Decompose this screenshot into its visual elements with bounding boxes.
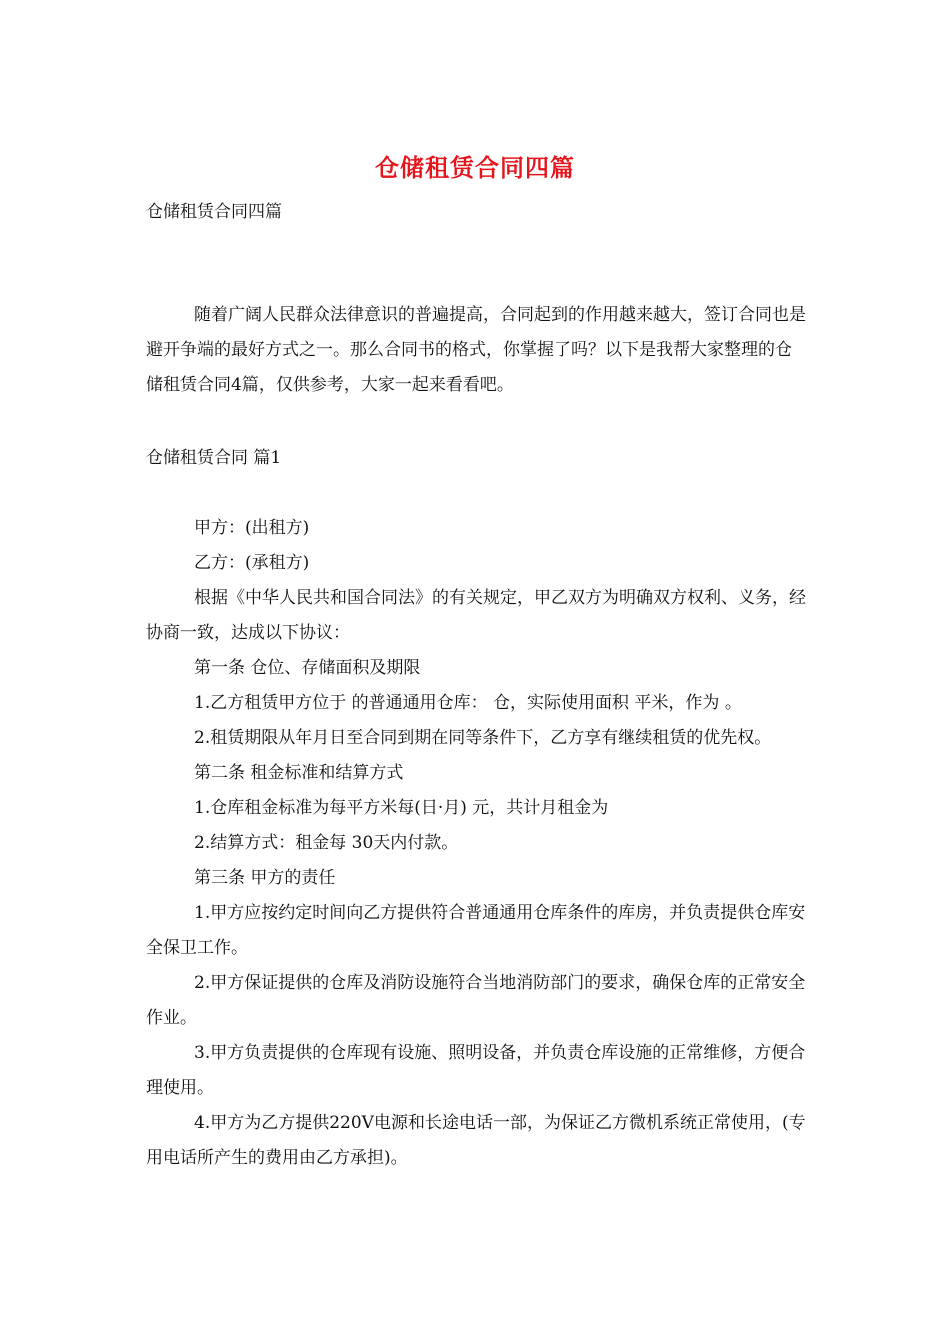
contract-paragraph: 1.乙方租赁甲方位于 的普通通用仓库： 仓，实际使用面积 平米，作为 。	[194, 693, 742, 713]
document-subtitle: 仓储租赁合同四篇	[146, 202, 282, 222]
intro-block	[146, 298, 806, 403]
contract-paragraph: 根据《中华人民共和国合同法》的有关规定，甲乙双方为明确双方权利、义务，经协商一致，达成以下协议：	[146, 588, 806, 643]
contract-paragraph: 4.甲方为乙方提供220V电源和长途电话一部，为保证乙方微机系统正常使用，(专用电话所产生的费用由乙方承担)。	[146, 1113, 806, 1168]
contract-paragraph: 1.仓库租金标准为每平方米每(日·月) 元，共计月租金为	[194, 798, 609, 818]
contract-paragraph: 1.甲方应按约定时间向乙方提供符合普通通用仓库条件的库房，并负责提供仓库安全保卫工作。	[146, 903, 806, 958]
contract-body	[146, 511, 810, 1176]
contract-paragraph: 2.租赁期限从年月日至合同到期在同等条件下，乙方享有继续租赁的优先权。	[194, 728, 772, 748]
article-heading: 第二条 租金标准和结算方式	[194, 763, 404, 783]
article-heading: 第三条 甲方的责任	[194, 868, 336, 888]
intro-paragraph: 随着广阔人民群众法律意识的普遍提高，合同起到的作用越来越大，签订合同也是避开争端的最好方式之一。那么合同书的格式，你掌握了吗？以下是我帮大家整理的仓储租赁合同4篇，仅供参考，大家一起来看看吧。	[146, 305, 806, 395]
section-heading: 仓储租赁合同 篇1	[146, 448, 282, 468]
contract-paragraph: 2.结算方式：租金每 30天内付款。	[194, 833, 459, 853]
contract-paragraph: 2.甲方保证提供的仓库及消防设施符合当地消防部门的要求，确保仓库的正常安全作业。	[146, 973, 806, 1028]
contract-paragraph: 乙方：(承租方)	[194, 553, 310, 573]
article-heading: 第一条 仓位、存储面积及期限	[194, 658, 421, 678]
contract-paragraph: 甲方：(出租方)	[194, 518, 310, 538]
document-title: 仓储租赁合同四篇	[375, 153, 575, 182]
contract-paragraph: 3.甲方负责提供的仓库现有设施、照明设备，并负责仓库设施的正常维修，方便合理使用。	[146, 1043, 806, 1098]
